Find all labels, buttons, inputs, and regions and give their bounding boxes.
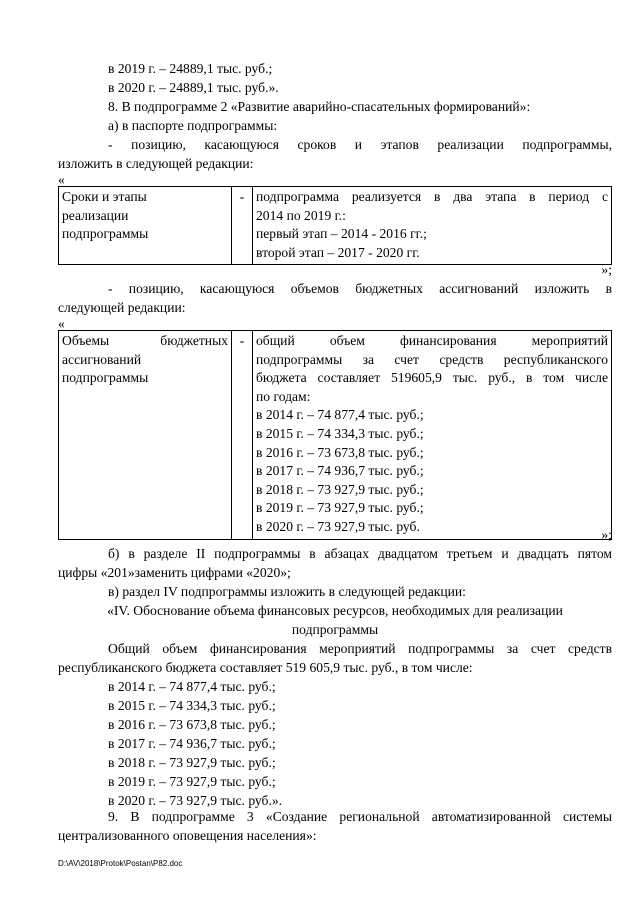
subpoint-a: а) в паспорте подпрограммы: bbox=[108, 118, 278, 133]
year-item: в 2017 г. – 74 936,7 тыс. руб.; bbox=[108, 736, 276, 751]
budget-dash-cell: - bbox=[232, 331, 253, 540]
budget-label-line: ассигнований bbox=[62, 351, 142, 367]
financing-paragraph-a: Общий объем финансирования мероприятий подпрограммы за счет средств bbox=[108, 641, 612, 656]
terms-value-line: 2014 по 2019 г.: bbox=[256, 207, 346, 223]
budget-value-line: в 2018 г. – 73 927,9 тыс. руб.; bbox=[256, 481, 424, 497]
section-b-text-b: цифры «201»заменить цифрами «2020»; bbox=[58, 565, 291, 580]
budget-value-line: в 2019 г. – 73 927,9 тыс. руб.; bbox=[256, 500, 424, 516]
financing-paragraph-b: республиканского бюджета составляет 519 605,9 тыс. руб., в том числе: bbox=[58, 660, 473, 675]
section-heading-line1: «IV. Обоснование объема финансовых ресурсов, необходимых для реализации bbox=[107, 603, 563, 618]
year-item: в 2014 г. – 74 877,4 тыс. руб.; bbox=[108, 679, 276, 694]
budget-label-line: Объемы бюджетных bbox=[62, 333, 228, 348]
section-v-text: в) раздел IV подпрограммы изложить в следующей редакции: bbox=[108, 584, 466, 599]
file-path-footer: D:\AV\2018\Protok\Postan\P82.doc bbox=[58, 859, 183, 868]
terms-dash-cell: - bbox=[232, 187, 253, 265]
position-2-text-a: - позицию, касающуюся объемов бюджетных ассигнований изложить в bbox=[108, 281, 612, 296]
terms-value-line: второй этап – 2017 - 2020 гг. bbox=[256, 244, 420, 260]
terms-table bbox=[58, 186, 612, 265]
year-item: в 2020 г. – 73 927,9 тыс. руб.». bbox=[108, 793, 283, 808]
budget-value-line: в 2014 г. – 74 877,4 тыс. руб.; bbox=[256, 407, 424, 423]
section-heading-line2: подпрограммы bbox=[291, 622, 379, 637]
terms-value-cell bbox=[253, 187, 612, 265]
year-item: в 2019 г. – 73 927,9 тыс. руб.; bbox=[108, 774, 276, 789]
budget-label-cell bbox=[59, 331, 232, 540]
point-9-text-a: 9. В подпрограмме 3 «Создание региональной автоматизированной системы bbox=[108, 809, 612, 824]
terms-value-line: первый этап – 2014 - 2016 гг.; bbox=[256, 226, 427, 242]
close-quote-1: »; bbox=[601, 262, 612, 277]
budget-value-line: подпрограммы за счет средств республиканского bbox=[256, 351, 608, 367]
year-item: в 2015 г. – 74 334,3 тыс. руб.; bbox=[108, 698, 276, 713]
budget-line-2019: в 2019 г. – 24889,1 тыс. руб.; bbox=[108, 61, 273, 76]
position-1-text-a: - позицию, касающуюся сроков и этапов реализации подпрограммы, bbox=[108, 137, 612, 152]
budget-value-line: в 2020 г. – 73 927,9 тыс. руб. bbox=[256, 518, 420, 534]
budget-value-line: в 2017 г. – 74 936,7 тыс. руб.; bbox=[256, 463, 424, 479]
terms-label-line: подпрограммы bbox=[62, 226, 149, 242]
year-item: в 2018 г. – 73 927,9 тыс. руб.; bbox=[108, 755, 276, 770]
terms-label-line: реализации bbox=[62, 207, 129, 223]
open-quote-2: « bbox=[58, 316, 65, 331]
close-quote-2: »; bbox=[601, 527, 612, 542]
budget-value-line: по годам: bbox=[256, 388, 311, 404]
year-item: в 2016 г. – 73 673,8 тыс. руб.; bbox=[108, 717, 276, 732]
position-1-text-b: изложить в следующей редакции: bbox=[58, 156, 254, 171]
budget-value-cell bbox=[253, 331, 612, 540]
budget-line-2020: в 2020 г. – 24889,1 тыс. руб.». bbox=[108, 80, 279, 95]
terms-label-cell bbox=[59, 187, 232, 265]
terms-value-line: подпрограмма реализуется в два этапа в период с bbox=[256, 189, 608, 204]
terms-label-line: Сроки и этапы bbox=[62, 189, 147, 204]
open-quote-1: « bbox=[58, 172, 65, 187]
section-b-text-a: б) в разделе II подпрограммы в абзацах двадцатом третьем и двадцать пятом bbox=[108, 546, 612, 561]
budget-value-line: бюджета составляет 519605,9 тыс. руб., в том числе bbox=[256, 370, 608, 386]
budget-value-line: в 2015 г. – 74 334,3 тыс. руб.; bbox=[256, 425, 424, 441]
budget-table bbox=[58, 330, 612, 540]
position-2-text-b: следующей редакции: bbox=[58, 300, 186, 315]
point-8-heading: 8. В подпрограмме 2 «Развитие аварийно-спасательных формирований»: bbox=[108, 99, 531, 114]
budget-label-line: подпрограммы bbox=[62, 370, 149, 386]
budget-value-line: общий объем финансирования мероприятий bbox=[256, 333, 608, 348]
budget-value-line: в 2016 г. – 73 673,8 тыс. руб.; bbox=[256, 444, 424, 460]
point-9-text-b: централизованного оповещения населения»: bbox=[58, 828, 317, 843]
